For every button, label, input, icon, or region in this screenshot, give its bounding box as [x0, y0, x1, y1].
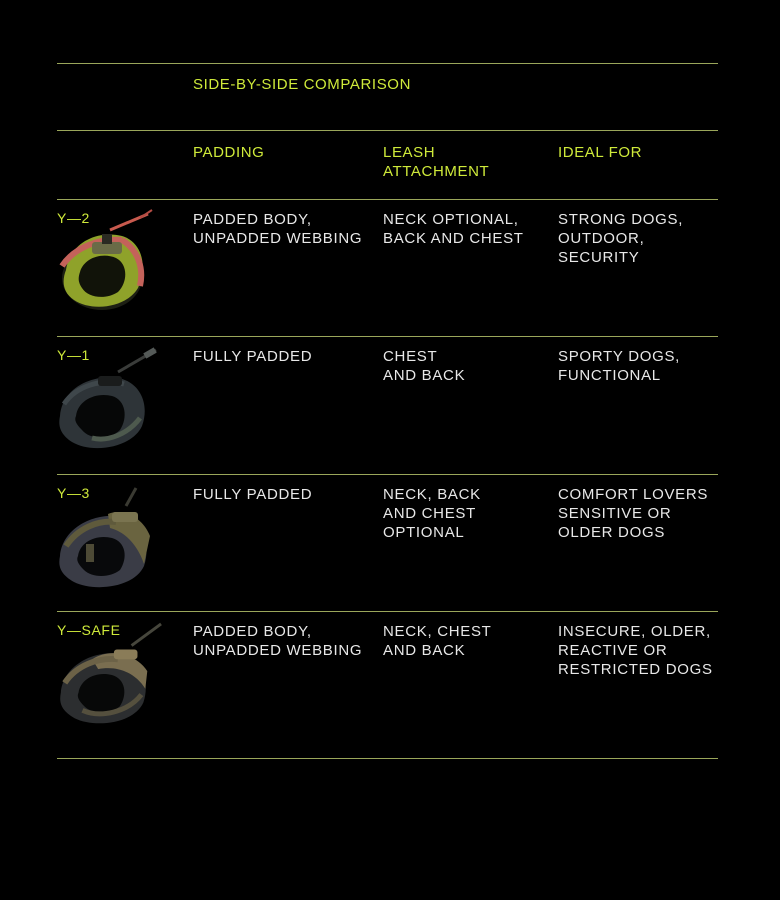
row-y1-leash-line: AND BACK — [383, 367, 466, 384]
harness-y2-image — [52, 208, 164, 318]
row-ysafe-ideal-line: RESTRICTED DOGS — [558, 661, 713, 678]
row-y3-ideal-line: OLDER DOGS — [558, 524, 666, 541]
row-y3-leash — [383, 485, 548, 542]
row-y1-padding — [193, 347, 375, 366]
row-y3-ideal — [558, 485, 718, 542]
row-y2-ideal-line: SECURITY — [558, 249, 640, 266]
row-ysafe-padding-line: PADDED BODY, — [193, 623, 312, 640]
column-header-ideal-label: IDEAL FOR — [558, 144, 643, 161]
row-y3-ideal-line: SENSITIVE OR — [558, 505, 672, 522]
row-y2-leash-line: NECK OPTIONAL, — [383, 211, 519, 228]
row-ysafe-leash-line: NECK, CHEST — [383, 623, 492, 640]
row-y3-ideal-line: COMFORT LOVERS — [558, 486, 709, 503]
row-y3-leash-line: AND CHEST — [383, 505, 476, 522]
row-y1-ideal — [558, 347, 718, 385]
row-ysafe-ideal-line: REACTIVE OR — [558, 642, 668, 659]
column-header-padding — [193, 143, 375, 162]
row-y3-padding-line: FULLY PADDED — [193, 486, 313, 503]
row-y2-leash — [383, 210, 548, 248]
model-label-y1: Y—1 — [57, 347, 90, 363]
column-header-leash-line2: ATTACHMENT — [383, 163, 490, 180]
row-y2-padding — [193, 210, 375, 248]
top-divider — [57, 63, 718, 64]
row-ysafe-padding — [193, 622, 375, 660]
model-label-y3: Y—3 — [57, 485, 90, 501]
row-ysafe-ideal — [558, 622, 718, 679]
row-ysafe-leash — [383, 622, 548, 660]
row-y2-padding-line: UNPADDED WEBBING — [193, 230, 363, 247]
harness-y3-image — [52, 484, 164, 594]
row-y2-padding-line: PADDED BODY, — [193, 211, 312, 228]
model-label-y2: Y—2 — [57, 210, 90, 226]
row-divider — [57, 474, 718, 475]
row-y3-padding — [193, 485, 375, 504]
table-title: SIDE-BY-SIDE COMPARISON — [193, 76, 412, 93]
column-header-ideal — [558, 143, 718, 162]
row-y2-ideal — [558, 210, 718, 267]
row-y1-ideal-line: FUNCTIONAL — [558, 367, 661, 384]
row-ysafe-ideal-line: INSECURE, OLDER, — [558, 623, 711, 640]
row-y2-leash-line: BACK AND CHEST — [383, 230, 524, 247]
header-divider — [57, 130, 718, 131]
model-label-ysafe: Y—SAFE — [57, 622, 121, 638]
harness-y1-image — [52, 346, 164, 456]
column-head-divider — [57, 199, 718, 200]
row-y3-leash-line: NECK, BACK — [383, 486, 481, 503]
column-header-leash-line1: LEASH — [383, 144, 436, 161]
row-y2-ideal-line: STRONG DOGS, — [558, 211, 684, 228]
row-y1-ideal-line: SPORTY DOGS, — [558, 348, 681, 365]
row-y1-leash — [383, 347, 548, 385]
row-divider — [57, 611, 718, 612]
column-header-leash — [383, 143, 548, 181]
row-y2-ideal-line: OUTDOOR, — [558, 230, 645, 247]
row-y1-leash-line: CHEST — [383, 348, 438, 365]
row-y3-leash-line: OPTIONAL — [383, 524, 465, 541]
row-y1-padding-line: FULLY PADDED — [193, 348, 313, 365]
harness-ysafe-image — [52, 620, 164, 730]
bottom-divider — [57, 758, 718, 759]
row-ysafe-padding-line: UNPADDED WEBBING — [193, 642, 363, 659]
column-header-padding-label: PADDING — [193, 144, 265, 161]
row-divider — [57, 336, 718, 337]
row-ysafe-leash-line: AND BACK — [383, 642, 466, 659]
